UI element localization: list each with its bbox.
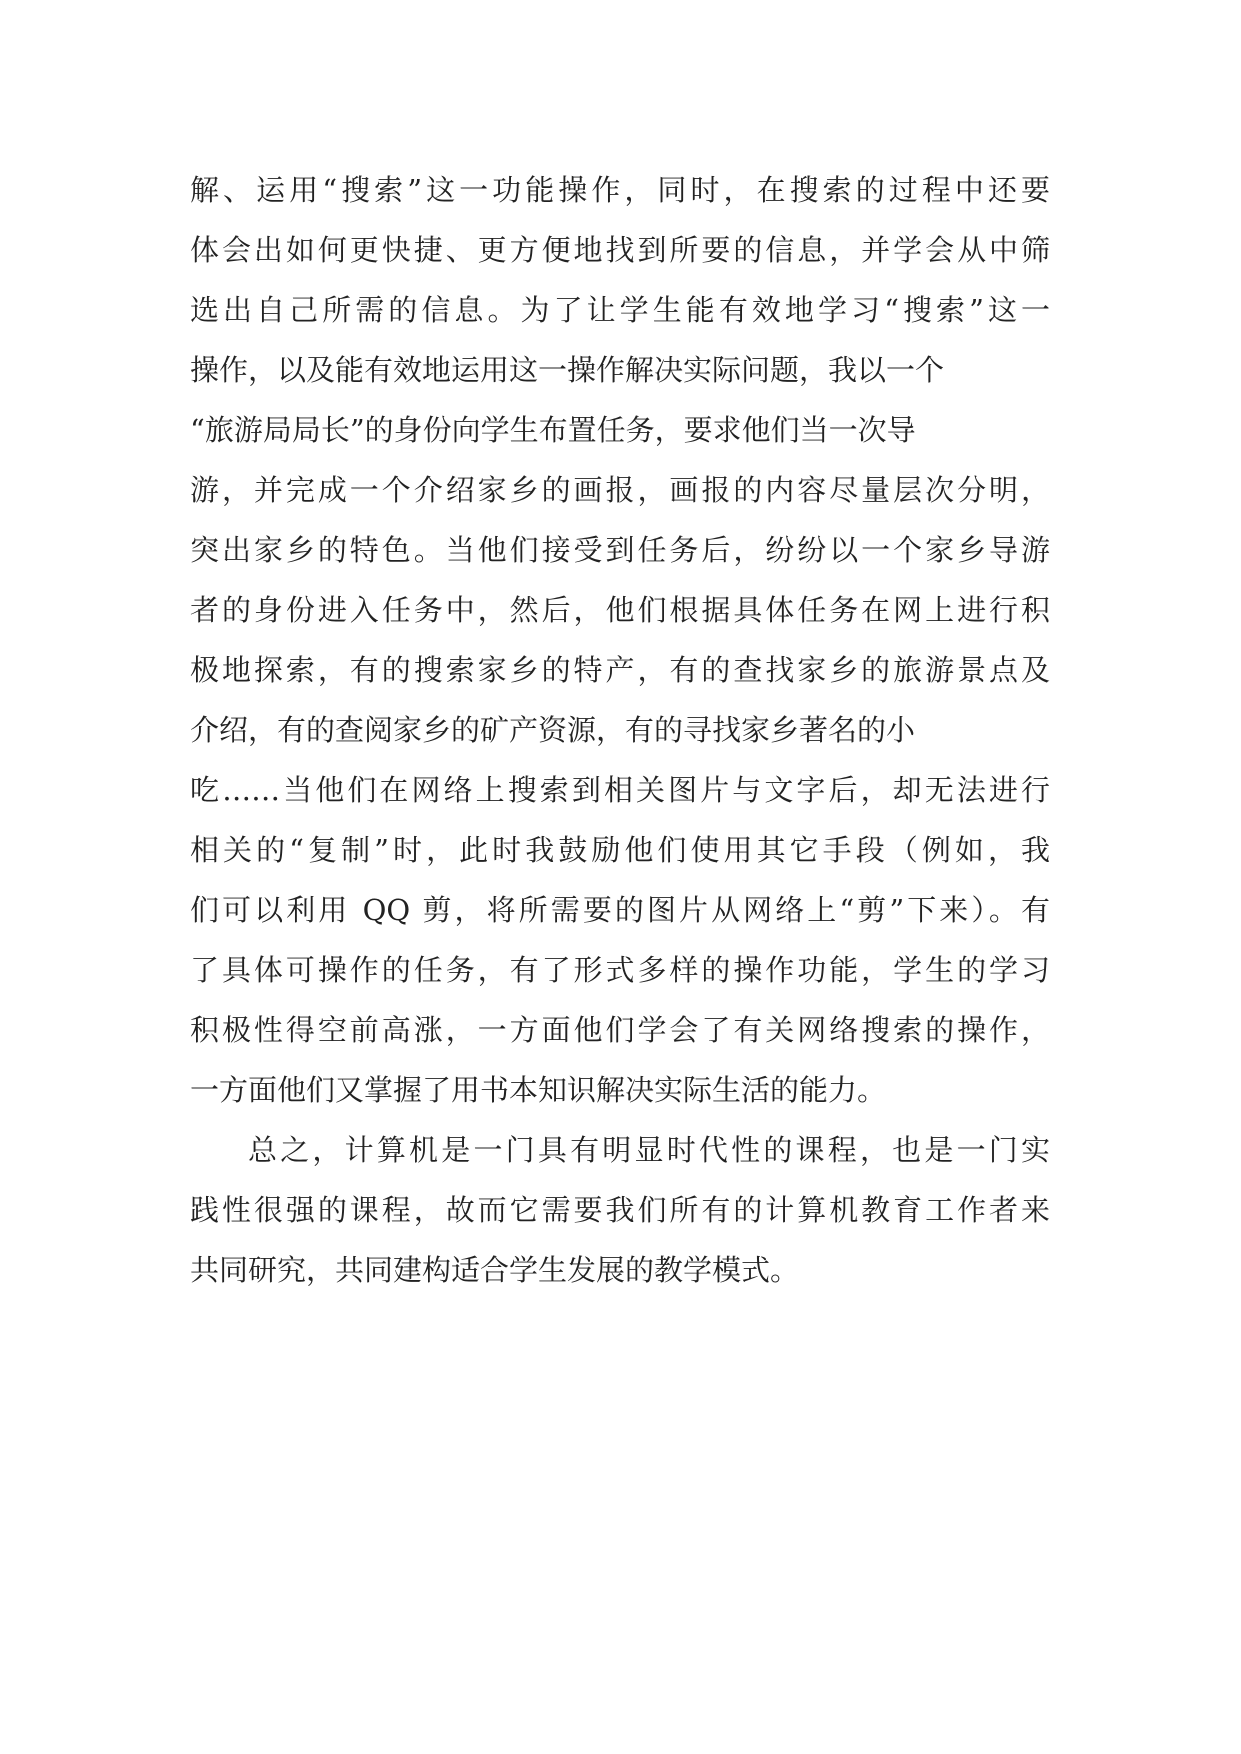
- text-line-11: 吃……当他们在网络上搜索到相关图片与文字后，却无法进行: [190, 773, 1050, 807]
- text-line-4: 操作，以及能有效地运用这一操作解决实际问题，我以一个: [190, 353, 945, 387]
- text-line-19: 共同研究，共同建构适合学生发展的教学模式。: [190, 1253, 800, 1287]
- text-line-13: 们可以利用 QQ 剪，将所需要的图片从网络上“剪”下来）。有: [190, 893, 1050, 927]
- text-line-7: 突出家乡的特色。当他们接受到任务后，纷纷以一个家乡导游: [190, 533, 1050, 567]
- text-line-12: 相关的“复制”时，此时我鼓励他们使用其它手段（例如，我: [190, 833, 1050, 867]
- text-line-6: 游，并完成一个介绍家乡的画报，画报的内容尽量层次分明，: [190, 473, 1050, 507]
- text-line-16: 一方面他们又掌握了用书本知识解决实际生活的能力。: [190, 1073, 887, 1107]
- text-line-5: “旅游局局长”的身份向学生布置任务，要求他们当一次导: [190, 413, 916, 447]
- body-text: [190, 160, 1050, 1300]
- text-line-14: 了具体可操作的任务，有了形式多样的操作功能，学生的学习: [190, 953, 1050, 987]
- text-line-8: 者的身份进入任务中，然后，他们根据具体任务在网上进行积: [190, 593, 1050, 627]
- text-line-15: 积极性得空前高涨，一方面他们学会了有关网络搜索的操作，: [190, 1013, 1050, 1047]
- text-line-17: 总之，计算机是一门具有明显时代性的课程，也是一门实: [248, 1133, 1050, 1167]
- text-line-18: 践性很强的课程，故而它需要我们所有的计算机教育工作者来: [190, 1193, 1050, 1227]
- text-line-2: 体会出如何更快捷、更方便地找到所要的信息，并学会从中筛: [190, 233, 1050, 267]
- text-line-1: 解、运用“搜索”这一功能操作，同时，在搜索的过程中还要: [190, 173, 1050, 207]
- text-line-10: 介绍，有的查阅家乡的矿产资源，有的寻找家乡著名的小: [190, 713, 916, 747]
- text-line-9: 极地探索，有的搜索家乡的特产，有的查找家乡的旅游景点及: [190, 653, 1050, 687]
- text-line-3: 选出自己所需的信息。为了让学生能有效地学习“搜索”这一: [190, 293, 1050, 327]
